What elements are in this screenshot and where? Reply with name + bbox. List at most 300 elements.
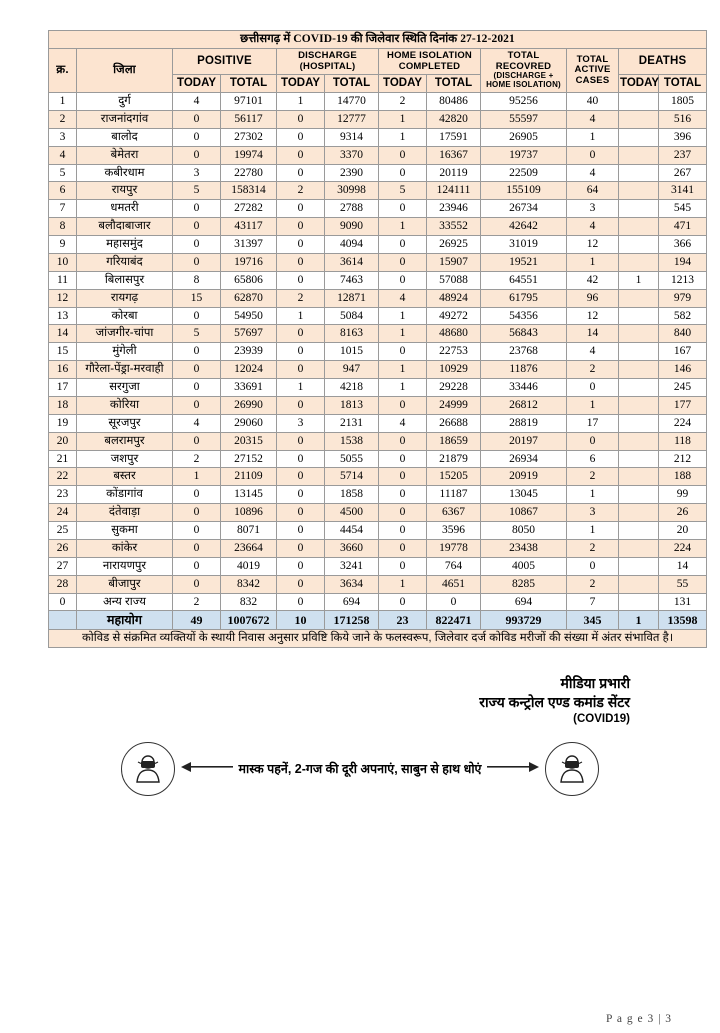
row-total-active: 0 — [567, 432, 619, 450]
grand-total-positive-today: 49 — [173, 611, 221, 630]
table-row — [49, 414, 707, 432]
table-row — [49, 575, 707, 593]
row-discharge-today: 0 — [277, 128, 325, 146]
row-discharge-total: 3634 — [325, 575, 379, 593]
row-total-active: 0 — [567, 379, 619, 397]
row-positive-today: 4 — [173, 93, 221, 111]
row-home-isolation-total: 0 — [427, 593, 481, 611]
row-district: दंतेवाड़ा — [77, 504, 173, 522]
row-deaths-today — [619, 307, 659, 325]
row-serial: 27 — [49, 557, 77, 575]
row-total-active: 4 — [567, 343, 619, 361]
row-positive-total: 832 — [221, 593, 277, 611]
row-deaths-total: 366 — [659, 236, 707, 254]
row-deaths-today — [619, 504, 659, 522]
row-home-isolation-total: 18659 — [427, 432, 481, 450]
covid-district-status-table — [48, 30, 707, 648]
row-positive-today: 0 — [173, 361, 221, 379]
grand-total-active: 345 — [567, 611, 619, 630]
row-positive-today: 0 — [173, 432, 221, 450]
row-discharge-today: 0 — [277, 343, 325, 361]
header-total-active — [567, 48, 619, 92]
row-district: अन्य राज्य — [77, 593, 173, 611]
row-home-isolation-today: 1 — [379, 379, 427, 397]
row-home-isolation-total: 15907 — [427, 253, 481, 271]
row-discharge-today: 0 — [277, 146, 325, 164]
row-positive-today: 0 — [173, 236, 221, 254]
row-positive-total: 4019 — [221, 557, 277, 575]
row-total-recovered: 20197 — [481, 432, 567, 450]
row-home-isolation-today: 0 — [379, 504, 427, 522]
row-total-recovered: 11876 — [481, 361, 567, 379]
table-row — [49, 128, 707, 146]
table-row — [49, 253, 707, 271]
row-home-isolation-today: 0 — [379, 432, 427, 450]
row-total-recovered: 22509 — [481, 164, 567, 182]
row-deaths-total: 118 — [659, 432, 707, 450]
row-discharge-total: 12871 — [325, 289, 379, 307]
row-discharge-total: 694 — [325, 593, 379, 611]
row-positive-total: 65806 — [221, 271, 277, 289]
row-positive-total: 8071 — [221, 522, 277, 540]
row-positive-total: 21109 — [221, 468, 277, 486]
row-district: गरियाबंद — [77, 253, 173, 271]
row-total-active: 40 — [567, 93, 619, 111]
row-home-isolation-today: 0 — [379, 396, 427, 414]
table-title-row — [49, 31, 707, 49]
row-positive-total: 26990 — [221, 396, 277, 414]
row-serial: 12 — [49, 289, 77, 307]
row-positive-today: 0 — [173, 146, 221, 164]
arrow-right-icon — [487, 760, 539, 778]
row-discharge-today: 0 — [277, 164, 325, 182]
table-note: कोविड से संक्रमित व्यक्तियों के स्थायी निवास अनुसार प्रविष्टि किये जाने के फलस्वरूप, जिलेवार दर्ज कोविड मरीजों की संख्या में अंतर संभावित है। — [49, 630, 707, 648]
row-positive-total: 13145 — [221, 486, 277, 504]
row-total-active: 4 — [567, 110, 619, 128]
row-discharge-total: 1538 — [325, 432, 379, 450]
row-deaths-today — [619, 253, 659, 271]
row-discharge-total: 4218 — [325, 379, 379, 397]
grand-total-discharge-total: 171258 — [325, 611, 379, 630]
header-district: जिला — [77, 48, 173, 92]
row-home-isolation-today: 0 — [379, 236, 427, 254]
row-serial: 19 — [49, 414, 77, 432]
row-district: मुंगेली — [77, 343, 173, 361]
row-deaths-total: 20 — [659, 522, 707, 540]
row-deaths-total: 840 — [659, 325, 707, 343]
row-discharge-today: 1 — [277, 93, 325, 111]
row-total-active: 2 — [567, 468, 619, 486]
row-serial: 26 — [49, 539, 77, 557]
grand-total-serial — [49, 611, 77, 630]
row-deaths-total: 3141 — [659, 182, 707, 200]
row-deaths-total: 167 — [659, 343, 707, 361]
row-home-isolation-today: 0 — [379, 271, 427, 289]
row-discharge-today: 0 — [277, 325, 325, 343]
row-deaths-today — [619, 128, 659, 146]
row-positive-today: 3 — [173, 164, 221, 182]
grand-total-positive-total: 1007672 — [221, 611, 277, 630]
page-title: छत्तीसगढ़ में COVID-19 की जिलेवार स्थिति दिनांक 27-12-2021 — [49, 31, 707, 49]
row-discharge-total: 12777 — [325, 110, 379, 128]
row-total-recovered: 23438 — [481, 539, 567, 557]
row-total-recovered: 694 — [481, 593, 567, 611]
row-discharge-today: 0 — [277, 557, 325, 575]
row-serial: 5 — [49, 164, 77, 182]
row-positive-today: 0 — [173, 486, 221, 504]
row-total-active: 42 — [567, 271, 619, 289]
row-positive-total: 57697 — [221, 325, 277, 343]
row-discharge-today: 0 — [277, 200, 325, 218]
row-deaths-today — [619, 200, 659, 218]
header-positive-today: TODAY — [173, 75, 221, 93]
row-discharge-total: 1813 — [325, 396, 379, 414]
row-total-recovered: 4005 — [481, 557, 567, 575]
table-row — [49, 486, 707, 504]
row-district: नारायणपुर — [77, 557, 173, 575]
row-home-isolation-today: 1 — [379, 307, 427, 325]
header-deaths: DEATHS — [619, 48, 707, 74]
row-home-isolation-total: 15205 — [427, 468, 481, 486]
row-deaths-total: 1213 — [659, 271, 707, 289]
row-positive-total: 43117 — [221, 218, 277, 236]
row-deaths-today: 1 — [619, 271, 659, 289]
row-home-isolation-total: 3596 — [427, 522, 481, 540]
row-deaths-total: 194 — [659, 253, 707, 271]
row-serial: 2 — [49, 110, 77, 128]
row-deaths-total: 177 — [659, 396, 707, 414]
row-district: बीजापुर — [77, 575, 173, 593]
header-discharge-today: TODAY — [277, 75, 325, 93]
row-positive-total: 54950 — [221, 307, 277, 325]
row-discharge-today: 0 — [277, 236, 325, 254]
row-total-recovered: 61795 — [481, 289, 567, 307]
row-home-isolation-total: 17591 — [427, 128, 481, 146]
row-discharge-today: 1 — [277, 307, 325, 325]
row-deaths-total: 188 — [659, 468, 707, 486]
header-discharge-total: TOTAL — [325, 75, 379, 93]
row-total-active: 64 — [567, 182, 619, 200]
table-row — [49, 361, 707, 379]
table-row — [49, 432, 707, 450]
row-serial: 25 — [49, 522, 77, 540]
row-home-isolation-total: 57088 — [427, 271, 481, 289]
row-discharge-total: 5084 — [325, 307, 379, 325]
row-deaths-today — [619, 361, 659, 379]
row-discharge-today: 0 — [277, 575, 325, 593]
row-district: बिलासपुर — [77, 271, 173, 289]
row-deaths-today — [619, 396, 659, 414]
row-discharge-today: 0 — [277, 432, 325, 450]
row-discharge-today: 0 — [277, 110, 325, 128]
row-district: बेमेतरा — [77, 146, 173, 164]
row-home-isolation-total: 21879 — [427, 450, 481, 468]
row-total-active: 2 — [567, 539, 619, 557]
table-row — [49, 164, 707, 182]
arrow-left-icon — [181, 760, 233, 778]
row-total-recovered: 13045 — [481, 486, 567, 504]
row-positive-today: 15 — [173, 289, 221, 307]
row-discharge-today: 0 — [277, 253, 325, 271]
table-row — [49, 289, 707, 307]
header-row-group — [49, 48, 707, 74]
table-row — [49, 218, 707, 236]
awareness-strip — [48, 742, 672, 796]
row-discharge-today: 2 — [277, 289, 325, 307]
row-discharge-total: 5055 — [325, 450, 379, 468]
row-home-isolation-today: 0 — [379, 146, 427, 164]
header-total-recovered-line4: HOME ISOLATION) — [486, 80, 561, 90]
signature-line3: (COVID19) — [573, 713, 630, 726]
table-row — [49, 182, 707, 200]
row-positive-total: 27152 — [221, 450, 277, 468]
row-total-recovered: 8050 — [481, 522, 567, 540]
row-home-isolation-today: 0 — [379, 164, 427, 182]
header-discharge-line2: (HOSPITAL) — [299, 60, 356, 72]
row-home-isolation-today: 0 — [379, 253, 427, 271]
header-home-isolation-total: TOTAL — [427, 75, 481, 93]
row-home-isolation-total: 48924 — [427, 289, 481, 307]
row-total-active: 1 — [567, 128, 619, 146]
grand-total-home-isolation-today: 23 — [379, 611, 427, 630]
row-deaths-total: 979 — [659, 289, 707, 307]
signature-block — [48, 674, 672, 727]
row-serial: 18 — [49, 396, 77, 414]
row-discharge-total: 9314 — [325, 128, 379, 146]
row-total-recovered: 19737 — [481, 146, 567, 164]
row-district: महासमुंद — [77, 236, 173, 254]
row-positive-today: 5 — [173, 182, 221, 200]
row-serial: 28 — [49, 575, 77, 593]
row-positive-total: 19974 — [221, 146, 277, 164]
row-home-isolation-total: 24999 — [427, 396, 481, 414]
row-deaths-today — [619, 432, 659, 450]
row-total-recovered: 23768 — [481, 343, 567, 361]
row-positive-today: 2 — [173, 593, 221, 611]
row-total-active: 4 — [567, 164, 619, 182]
row-serial: 9 — [49, 236, 77, 254]
row-serial: 3 — [49, 128, 77, 146]
row-home-isolation-today: 0 — [379, 593, 427, 611]
table-row — [49, 522, 707, 540]
row-total-recovered: 10867 — [481, 504, 567, 522]
row-discharge-total: 4454 — [325, 522, 379, 540]
row-serial: 16 — [49, 361, 77, 379]
row-discharge-today: 0 — [277, 361, 325, 379]
row-discharge-total: 7463 — [325, 271, 379, 289]
row-discharge-total: 9090 — [325, 218, 379, 236]
row-discharge-total: 2390 — [325, 164, 379, 182]
row-positive-total: 20315 — [221, 432, 277, 450]
page-number: P a g e 3 | 3 — [606, 1013, 672, 1025]
row-total-recovered: 64551 — [481, 271, 567, 289]
row-discharge-total: 14770 — [325, 93, 379, 111]
row-home-isolation-total: 49272 — [427, 307, 481, 325]
row-total-active: 1 — [567, 396, 619, 414]
row-deaths-today — [619, 539, 659, 557]
row-discharge-total: 3370 — [325, 146, 379, 164]
row-serial: 7 — [49, 200, 77, 218]
row-positive-total: 97101 — [221, 93, 277, 111]
row-serial: 13 — [49, 307, 77, 325]
table-row — [49, 539, 707, 557]
row-total-recovered: 54356 — [481, 307, 567, 325]
row-total-active: 0 — [567, 557, 619, 575]
row-positive-total: 23939 — [221, 343, 277, 361]
row-deaths-today — [619, 486, 659, 504]
row-deaths-today — [619, 236, 659, 254]
row-discharge-today: 1 — [277, 379, 325, 397]
row-home-isolation-today: 0 — [379, 522, 427, 540]
row-home-isolation-total: 124111 — [427, 182, 481, 200]
header-total-recovered-line3: (DISCHARGE + — [493, 71, 554, 81]
row-district: सुकमा — [77, 522, 173, 540]
row-positive-today: 0 — [173, 539, 221, 557]
row-deaths-today — [619, 343, 659, 361]
row-deaths-today — [619, 218, 659, 236]
row-discharge-today: 0 — [277, 504, 325, 522]
header-total-recovered-line2: RECOVRED — [495, 60, 552, 72]
row-total-active: 12 — [567, 307, 619, 325]
row-positive-total: 56117 — [221, 110, 277, 128]
row-discharge-total: 2131 — [325, 414, 379, 432]
grand-total-home-isolation-total: 822471 — [427, 611, 481, 630]
row-home-isolation-total: 10929 — [427, 361, 481, 379]
row-positive-today: 0 — [173, 504, 221, 522]
row-home-isolation-today: 1 — [379, 128, 427, 146]
row-total-recovered: 95256 — [481, 93, 567, 111]
row-home-isolation-total: 20119 — [427, 164, 481, 182]
row-district: सूरजपुर — [77, 414, 173, 432]
row-home-isolation-today: 1 — [379, 361, 427, 379]
row-deaths-total: 26 — [659, 504, 707, 522]
header-home-isolation-line1: HOME ISOLATION — [387, 49, 472, 61]
header-discharge-line1: DISCHARGE — [298, 49, 357, 61]
row-total-recovered: 28819 — [481, 414, 567, 432]
row-discharge-total: 4094 — [325, 236, 379, 254]
row-total-active: 3 — [567, 504, 619, 522]
row-district: बस्तर — [77, 468, 173, 486]
row-positive-total: 22780 — [221, 164, 277, 182]
grand-total-discharge-today: 10 — [277, 611, 325, 630]
row-deaths-today — [619, 182, 659, 200]
row-deaths-total: 131 — [659, 593, 707, 611]
row-serial: 21 — [49, 450, 77, 468]
row-district: कोरबा — [77, 307, 173, 325]
table-row — [49, 450, 707, 468]
row-deaths-total: 396 — [659, 128, 707, 146]
row-positive-today: 0 — [173, 522, 221, 540]
row-home-isolation-total: 6367 — [427, 504, 481, 522]
row-home-isolation-today: 0 — [379, 200, 427, 218]
row-serial: 11 — [49, 271, 77, 289]
row-total-recovered: 26934 — [481, 450, 567, 468]
row-discharge-total: 3660 — [325, 539, 379, 557]
row-total-active: 7 — [567, 593, 619, 611]
mask-person-left-icon — [121, 742, 175, 796]
row-positive-today: 5 — [173, 325, 221, 343]
grand-total-deaths-today: 1 — [619, 611, 659, 630]
row-serial: 17 — [49, 379, 77, 397]
note-row — [49, 630, 707, 648]
row-discharge-total: 3614 — [325, 253, 379, 271]
row-discharge-today: 2 — [277, 182, 325, 200]
row-positive-total: 12024 — [221, 361, 277, 379]
row-home-isolation-today: 0 — [379, 486, 427, 504]
row-district: रायगढ़ — [77, 289, 173, 307]
table-row — [49, 307, 707, 325]
row-total-active: 6 — [567, 450, 619, 468]
row-deaths-total: 545 — [659, 200, 707, 218]
row-home-isolation-total: 26688 — [427, 414, 481, 432]
row-deaths-today — [619, 468, 659, 486]
row-positive-today: 0 — [173, 575, 221, 593]
row-serial: 23 — [49, 486, 77, 504]
row-positive-total: 19716 — [221, 253, 277, 271]
row-positive-today: 0 — [173, 307, 221, 325]
row-total-recovered: 26734 — [481, 200, 567, 218]
grand-total-recovered: 993729 — [481, 611, 567, 630]
mask-person-right-icon — [545, 742, 599, 796]
row-positive-today: 0 — [173, 128, 221, 146]
row-home-isolation-today: 1 — [379, 110, 427, 128]
table-row — [49, 557, 707, 575]
row-deaths-today — [619, 557, 659, 575]
row-discharge-total: 30998 — [325, 182, 379, 200]
row-total-recovered: 19521 — [481, 253, 567, 271]
row-district: राजनांदगांव — [77, 110, 173, 128]
row-positive-today: 0 — [173, 557, 221, 575]
row-deaths-today — [619, 522, 659, 540]
row-district: बालोद — [77, 128, 173, 146]
row-discharge-today: 0 — [277, 218, 325, 236]
row-deaths-total: 471 — [659, 218, 707, 236]
header-total-active-line3: CASES — [575, 74, 610, 86]
row-total-active: 1 — [567, 253, 619, 271]
row-home-isolation-today: 0 — [379, 343, 427, 361]
row-total-active: 17 — [567, 414, 619, 432]
row-serial: 4 — [49, 146, 77, 164]
row-home-isolation-today: 4 — [379, 414, 427, 432]
table-row — [49, 379, 707, 397]
header-home-isolation-today: TODAY — [379, 75, 427, 93]
row-positive-total: 23664 — [221, 539, 277, 557]
row-home-isolation-total: 4651 — [427, 575, 481, 593]
row-serial: 6 — [49, 182, 77, 200]
row-deaths-today — [619, 450, 659, 468]
row-home-isolation-total: 16367 — [427, 146, 481, 164]
signature-line2: राज्य कन्ट्रोल एण्ड कमांड सेंटर — [479, 694, 630, 711]
header-positive-total: TOTAL — [221, 75, 277, 93]
row-discharge-total: 8163 — [325, 325, 379, 343]
row-total-recovered: 56843 — [481, 325, 567, 343]
row-serial: 0 — [49, 593, 77, 611]
row-total-recovered: 26812 — [481, 396, 567, 414]
row-discharge-today: 0 — [277, 271, 325, 289]
row-home-isolation-total: 42820 — [427, 110, 481, 128]
row-deaths-today — [619, 110, 659, 128]
row-district: दुर्ग — [77, 93, 173, 111]
row-home-isolation-total: 80486 — [427, 93, 481, 111]
row-deaths-total: 224 — [659, 539, 707, 557]
row-deaths-total: 245 — [659, 379, 707, 397]
row-deaths-total: 14 — [659, 557, 707, 575]
row-home-isolation-today: 4 — [379, 289, 427, 307]
row-total-recovered: 8285 — [481, 575, 567, 593]
row-home-isolation-today: 2 — [379, 93, 427, 111]
header-discharge — [277, 48, 379, 74]
row-total-active: 14 — [567, 325, 619, 343]
